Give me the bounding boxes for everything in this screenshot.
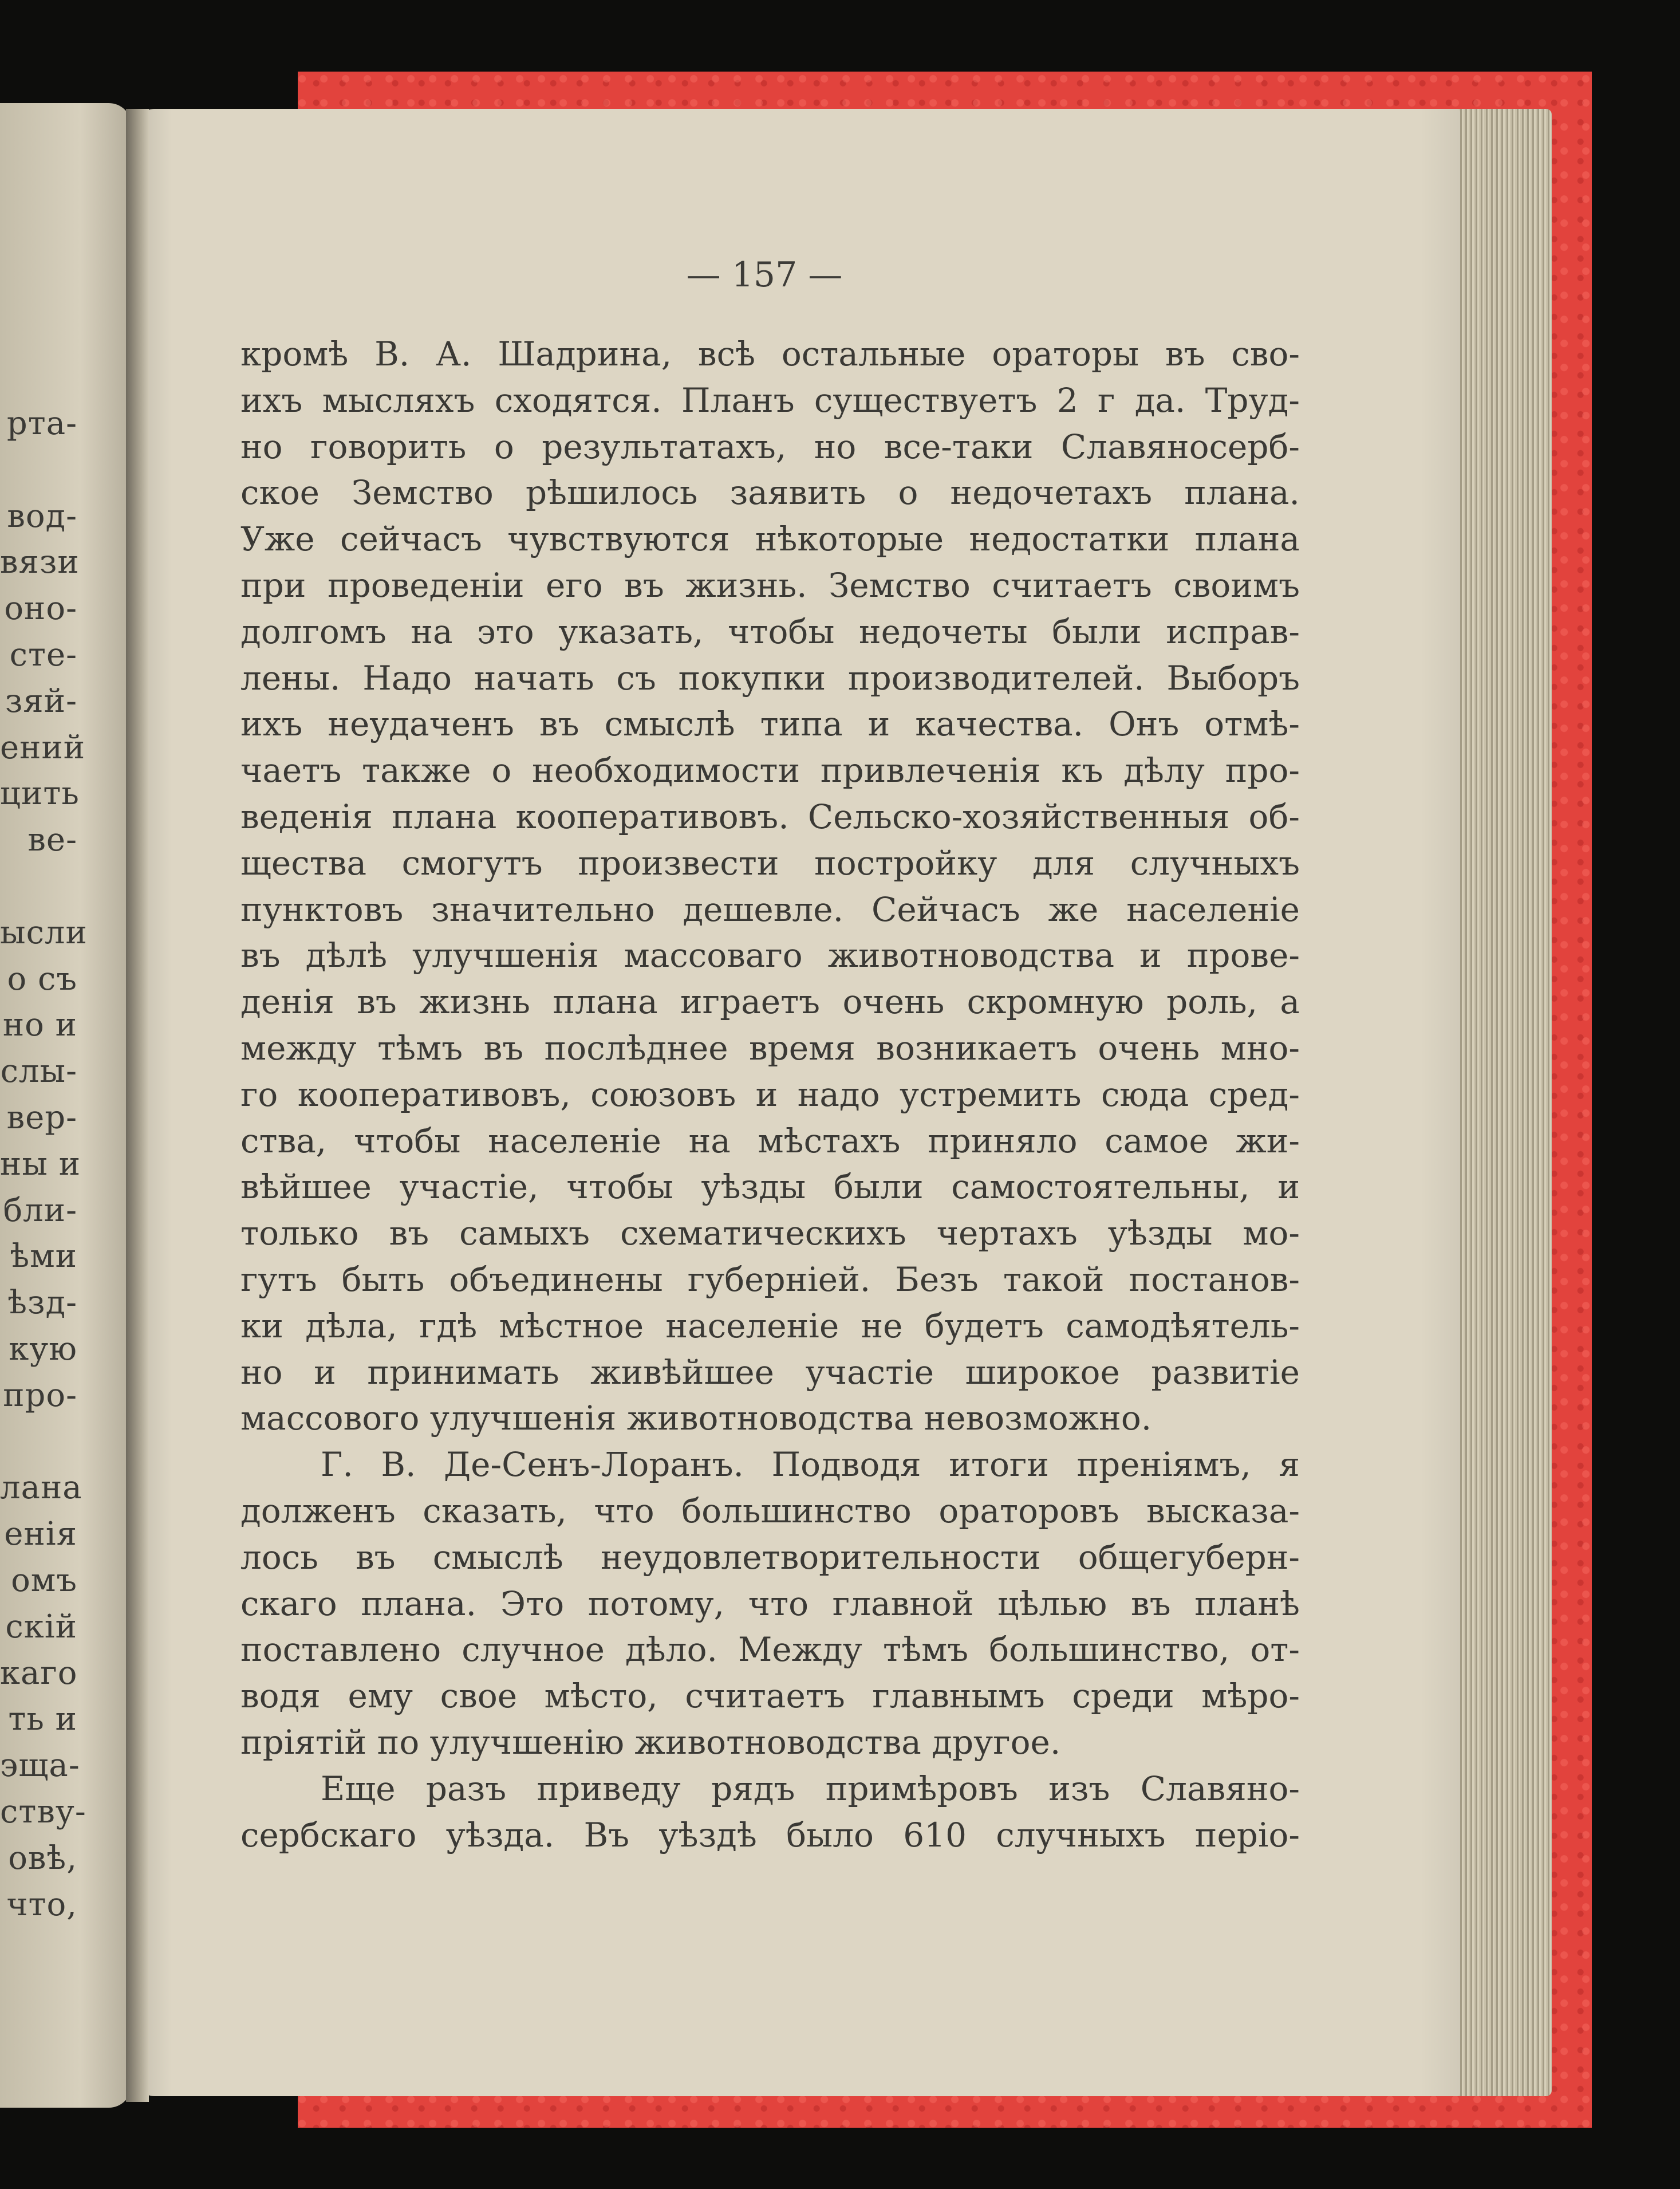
text-line: сербскаго уѣзда. Въ уѣздѣ было 610 случныхъ періо-	[240, 1815, 1300, 1855]
book-gutter	[126, 109, 149, 2102]
text-line: массового улучшенія животноводства невозможно.	[240, 1399, 1152, 1438]
left-page-line: что,	[6, 1885, 77, 1923]
text-line: денія въ жизнь плана играетъ очень скромную роль, а	[240, 982, 1300, 1022]
text-line: ства, чтобы населеніе на мѣстахъ приняло самое жи-	[240, 1121, 1300, 1160]
text-line: кромѣ В. А. Шадрина, всѣ остальные ораторы въ сво-	[240, 334, 1300, 373]
left-page-line: вер-	[6, 1099, 77, 1136]
text-line: поставлено случное дѣло. Между тѣмъ большинство, от-	[240, 1630, 1300, 1670]
text-line: но говорить о результатахъ, но все-таки Славяносерб-	[240, 427, 1300, 466]
text-line: пріятій по улучшенію животноводства другое.	[240, 1722, 1061, 1762]
left-page-line: про-	[3, 1376, 77, 1414]
text-line: но и принимать живѣйшее участіе широкое развитіе	[240, 1352, 1300, 1392]
text-line: скаго плана. Это потому, что главной цѣлью въ планѣ	[240, 1584, 1300, 1623]
left-page-line: енія	[4, 1515, 77, 1553]
text-line: долженъ сказать, что большинство ораторовъ высказа-	[240, 1491, 1300, 1530]
text-line: пунктовъ значительно дешевле. Сейчасъ же населеніе	[240, 889, 1300, 929]
text-line: лось въ смыслѣ неудовлетворительности общегуберн-	[240, 1537, 1300, 1577]
left-page-line: бли-	[3, 1191, 77, 1229]
left-page-line: ны и	[0, 1145, 81, 1183]
text-line: ское Земство рѣшилось заявить о недочетахъ плана.	[240, 473, 1300, 513]
left-page-line: каго	[0, 1654, 78, 1692]
text-line: веденія плана кооперативовъ. Сельско-хозяйственныя об-	[240, 797, 1300, 836]
text-line: ки дѣла, гдѣ мѣстное населеніе не будетъ самодѣятель-	[240, 1306, 1300, 1345]
text-line: Уже сейчасъ чувствуются нѣкоторые недостатки плана	[240, 519, 1300, 559]
left-page-line: ѣзд-	[7, 1284, 77, 1322]
left-page-line: ве-	[27, 821, 77, 859]
text-line: Еще разъ приведу рядъ примѣровъ изъ Славяно-	[321, 1769, 1300, 1808]
left-page-line: лана	[0, 1469, 82, 1507]
left-page-line: ысли	[0, 914, 88, 951]
text-line: въ дѣлѣ улучшенія массоваго животноводства и прове-	[240, 936, 1300, 975]
text-line: водя ему свое мѣсто, считаетъ главнымъ среди мѣро-	[240, 1676, 1300, 1716]
page-number: — 157 —	[686, 255, 843, 295]
left-page-line: омъ	[11, 1561, 77, 1599]
left-page-text	[0, 401, 88, 1928]
left-page-line: вязи	[0, 544, 80, 581]
text-line: лены. Надо начать съ покупки производителей. Выборъ	[240, 658, 1300, 698]
left-page-line: зяй-	[5, 682, 77, 720]
left-page-line: оно-	[4, 590, 77, 628]
left-page-line: рта-	[6, 405, 77, 442]
text-line: го кооперативовъ, союзовъ и надо устремить сюда сред-	[240, 1074, 1300, 1114]
left-page-line: но и	[2, 1006, 77, 1044]
left-facing-page	[0, 103, 132, 2108]
text-line: ихъ мысляхъ сходятся. Планъ существуетъ 2 г да. Труд-	[240, 380, 1300, 420]
text-line: чаетъ также о необходимости привлеченія къ дѣлу про-	[240, 751, 1300, 790]
text-line: вѣйшее участіе, чтобы уѣзды были самостоятельны, и	[240, 1167, 1300, 1207]
paragraph	[240, 1766, 1300, 1859]
left-page-line	[0, 447, 77, 494]
left-page-line: овѣ,	[8, 1839, 77, 1877]
left-page-line: слы-	[0, 1053, 77, 1090]
left-page-line: эща-	[0, 1747, 80, 1785]
left-page-line: о съ	[7, 960, 77, 998]
text-line: только въ самыхъ схематическихъ чертахъ уѣзды мо-	[240, 1214, 1300, 1253]
left-page-line: ству-	[0, 1793, 86, 1830]
left-page-line: скій	[5, 1608, 77, 1645]
text-line: щества смогутъ произвести постройку для случныхъ	[240, 843, 1300, 883]
left-page-line: кую	[9, 1330, 77, 1368]
text-line: между тѣмъ въ послѣднее время возникаетъ очень мно-	[240, 1028, 1300, 1068]
text-line: ихъ неудаченъ въ смыслѣ типа и качества. Онъ отмѣ-	[240, 704, 1300, 744]
paragraph	[240, 331, 1300, 1442]
left-page-line: ений	[0, 729, 86, 766]
paragraph	[240, 1442, 1300, 1766]
text-line: при проведеніи его въ жизнь. Земство считаетъ своимъ	[240, 565, 1300, 605]
left-page-line: цить	[0, 775, 80, 813]
left-page-line	[0, 1419, 77, 1466]
text-line: Г. В. Де-Сенъ-Лоранъ. Подводя итоги преніямъ, я	[321, 1445, 1300, 1485]
left-page-line: ѣми	[10, 1238, 77, 1275]
text-line: долгомъ на это указать, чтобы недочеты были исправ-	[240, 612, 1300, 651]
left-page-line	[0, 864, 77, 910]
text-line: гутъ быть объединены губерніей. Безъ такой постанов-	[240, 1259, 1300, 1299]
left-page-line: вод-	[7, 497, 77, 535]
left-page-line: сте-	[9, 636, 77, 674]
page-body-text	[240, 331, 1300, 1858]
left-page-line: ть и	[8, 1700, 77, 1738]
